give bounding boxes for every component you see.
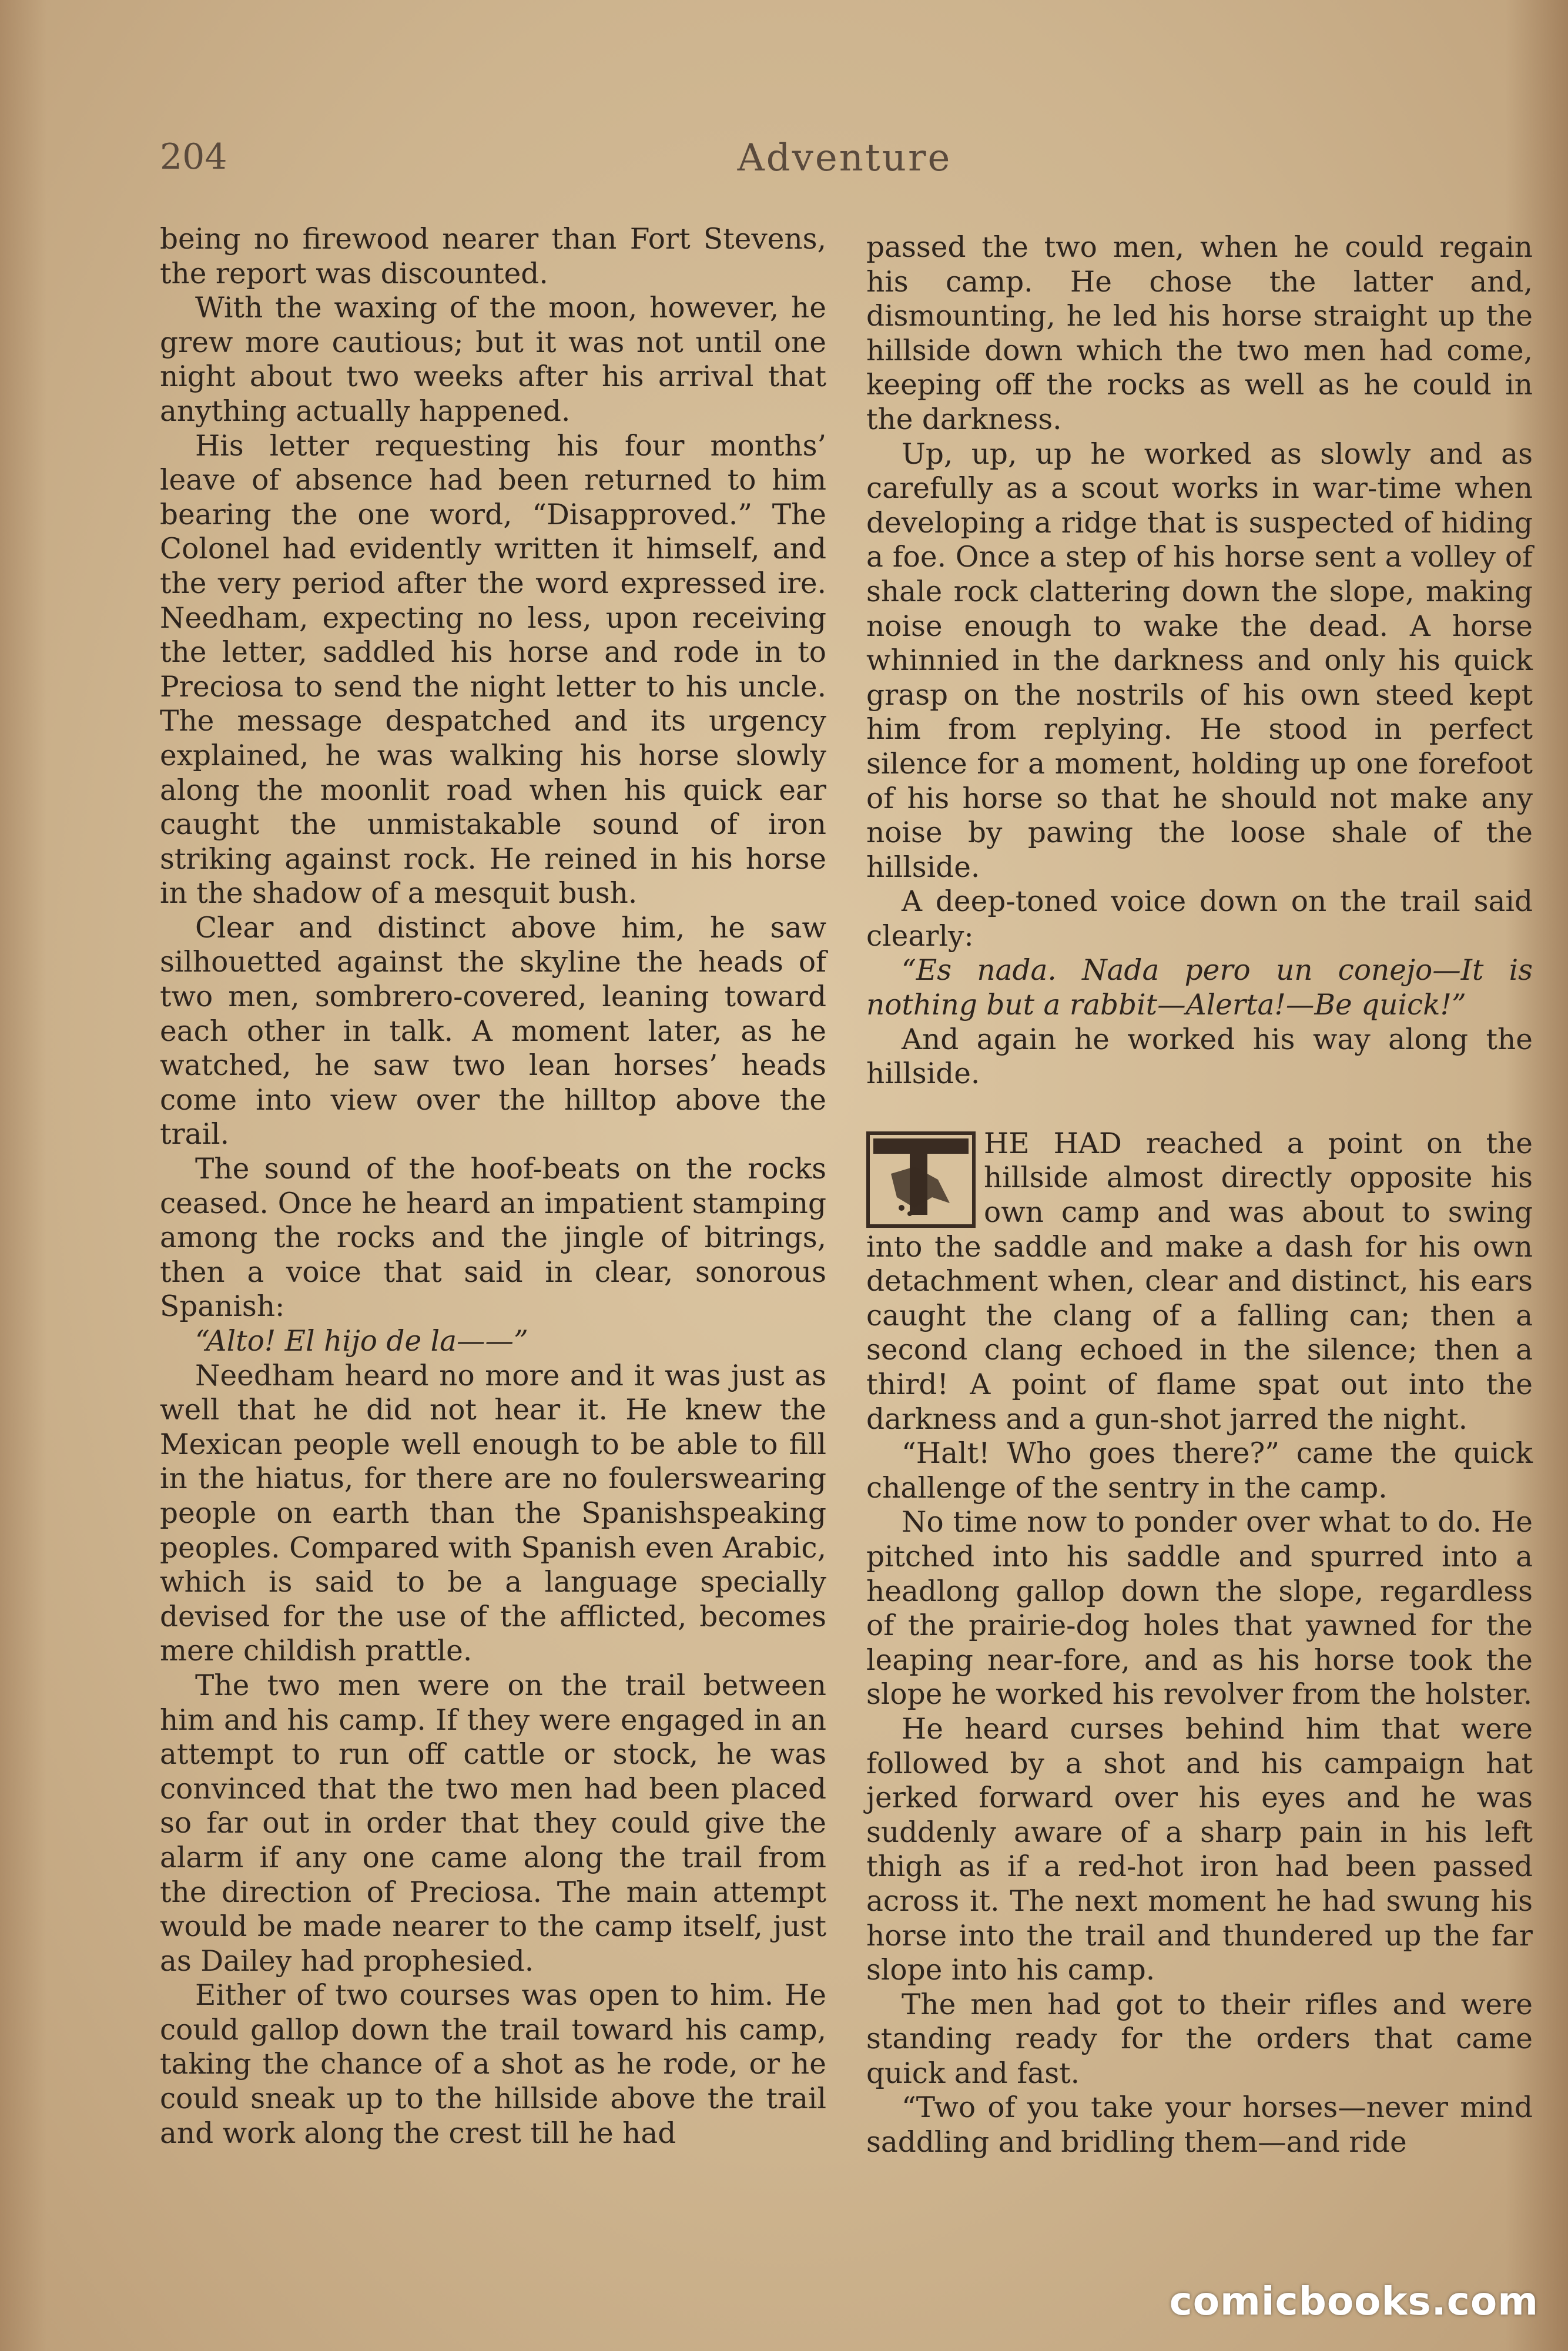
- paragraph: Up, up, up he worked as slowly and as carefully as a scout works in war-time when developing a ridge that is suspected of hiding a foe. Once a step of his horse sent a volley of shale rock clattering down the slope, making noise enough to wake the dead. A horse whinnied in the darkness and only his quick grasp on the nostrils of his own steed kept him from replying. He stood in perfect silence for a moment, holding up one forefoot of his horse so that he should not make any noise by pawing the loose shale of the hillside.: [866, 437, 1533, 884]
- page-number: 204: [160, 136, 227, 178]
- paragraph: With the waxing of the moon, however, he grew more cautious; but it was not until one night about two weeks after his arrival that anything actually happened.: [160, 292, 826, 428]
- dropcap-illustration: [866, 1131, 976, 1228]
- rider-icon: [873, 1138, 969, 1221]
- right-column: [866, 230, 1533, 2160]
- paragraph: Clear and distinct above him, he saw silhouetted against the skyline the heads of two men, sombrero-covered, leaning toward each other in talk. A moment later, as he watched, he saw two lean horses’ heads come into view over the hilltop above the trail.: [160, 911, 826, 1151]
- paragraph: “Two of you take your horses—never mind saddling and bridling them—and ride: [866, 2091, 1533, 2159]
- paragraph: Either of two courses was open to him. He could gallop down the trail toward his camp, taking the chance of a shot as he rode, or he could sneak up to the hillside above the trail and work along the crest till he had: [160, 1979, 826, 2150]
- paragraph: The sound of the hoof-beats on the rocks ceased. Once he heard an impatient stamping among the rocks and the jingle of bitrings, then a voice that said in clear, sonorous Spanish:: [160, 1153, 826, 1324]
- paragraph: The men had got to their rifles and were standing ready for the orders that came quick and fast.: [866, 1988, 1533, 2090]
- paragraph: The two men were on the trail between him and his camp. If they were engaged in an attempt to run off cattle or stock, he was convinced that the two men had been placed so far out in order that they could give the alarm if any one came along the trail from the direction of Preciosa. The main attempt would be made nearer to the camp itself, just as Dailey had prophesied.: [160, 1669, 826, 1978]
- dropcap-paragraph: HE HAD reached a point on the hillside almost directly opposite his own camp and was about to swing into the saddle and make a dash for his own detachment when, clear and distinct, his ears caught the clang of a falling can; then a second clang echoed in the silence; then a third! A point of flame spat out into the darkness and a gun-shot jarred the night.: [866, 1127, 1533, 1436]
- paragraph: He heard curses behind him that were followed by a shot and his campaign hat jerked forward over his eyes and he was suddenly aware of a sharp pain in his left thigh as if a red-hot iron had been passed across it. The next moment he had swung his horse into the trail and thundered up the far slope into his camp.: [866, 1712, 1533, 1987]
- paragraph: A deep-toned voice down on the trail said clearly:: [866, 885, 1533, 953]
- running-title: Adventure: [737, 136, 952, 180]
- spanish-quote: “Es nada. Nada pero un conejo—It is nothing but a rabbit—Alerta!—Be quick!”: [866, 954, 1533, 1022]
- paragraph: Needham heard no more and it was just as well that he did not hear it. He knew the Mexican people well enough to be able to fill in the hiatus, for there are no foulerswearing people on earth than the Spanishspeaking peoples. Compared with Spanish even Arabic, which is said to be a language specially devised for the use of the afflicted, becomes mere childish prattle.: [160, 1359, 826, 1668]
- paragraph: passed the two men, when he could regain his camp. He chose the latter and, dismounting, he led his horse straight up the hillside down which the two men had come, keeping off the rocks as well as he could in the darkness.: [866, 231, 1533, 436]
- paragraph: His letter requesting his four months’ leave of absence had been returned to him bearing the one word, “Disapproved.” The Colonel had evidently written it himself, and the very period after the word expressed ire. Needham, expecting no less, upon receiving the letter, saddled his horse and rode in to Preciosa to send the night letter to his uncle. The message despatched and its urgency explained, he was walking his horse slowly along the moonlit road when his quick ear caught the unmistakable sound of iron striking against rock. He reined in his horse in the shadow of a mesquit bush.: [160, 429, 826, 910]
- paragraph: No time now to ponder over what to do. He pitched into his saddle and spurred into a headlong gallop down the slope, regardless of the prairie-dog holes that yawned for the leaping near-fore, and as his horse took the slope he worked his revolver from the holster.: [866, 1506, 1533, 1712]
- spanish-quote: “Alto! El hijo de la——”: [195, 1325, 528, 1358]
- paragraph: “Halt! Who goes there?” came the quick challenge of the sentry in the camp.: [866, 1437, 1533, 1505]
- paragraph: And again he worked his way along the hillside.: [866, 1023, 1533, 1091]
- paragraph: being no firewood nearer than Fort Stevens, the report was discounted.: [160, 223, 826, 290]
- section-break: [866, 1091, 1533, 1127]
- watermark: comicbooks.com: [1169, 2279, 1539, 2324]
- page-header: [160, 136, 1529, 195]
- left-column: [160, 222, 826, 2151]
